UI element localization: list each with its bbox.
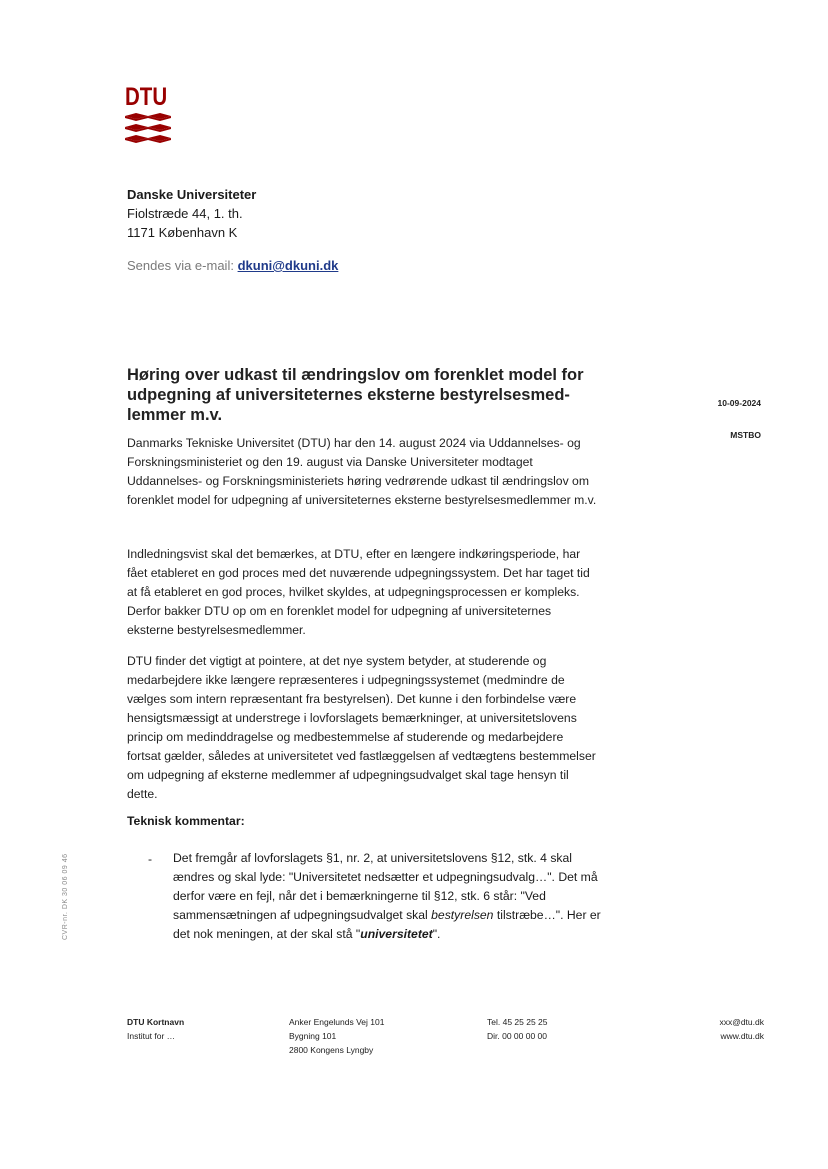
footer-contact (719, 1015, 764, 1043)
send-via-label: Sendes via e-mail: (127, 258, 234, 273)
footer-institute: Institut for … (127, 1031, 176, 1041)
footer-city: 2800 Kongens Lyngby (289, 1045, 374, 1055)
item-text-part2: tilstræbe…". Her er det nok meningen, at der skal stå " (173, 908, 601, 941)
dtu-wave-mark-icon (125, 113, 171, 147)
footer-phones (487, 1015, 548, 1043)
paragraph-support: Indledningsvist skal det bemærkes, at DTU, efter en længere indkøringsperiode, har fået etableret en god proces med det nuværende udpegningssystem. Det har taget tid at få etableret en god proces, hvilket skyldes, at udpegningsprocessen er kompleks. Derfor bakker DTU op om en forenklet model for udpegning af universiteternes eksterne bestyrelsesmedlemmer. (127, 547, 590, 637)
footer-building: Bygning 101 (289, 1031, 337, 1041)
recipient-address (127, 185, 256, 242)
cvr-number: CVR-nr. DK 30 06 09 46 (62, 853, 69, 940)
footer-web[interactable]: www.dtu.dk (720, 1031, 764, 1041)
send-via-line (127, 258, 338, 273)
document-date: 10-09-2024 (717, 398, 761, 408)
item-emphasis-bestyrelsen: bestyrelsen (431, 908, 494, 922)
footer-phone: Tel. 45 25 25 25 (487, 1017, 548, 1027)
footer-street: Anker Engelunds Vej 101 (289, 1017, 385, 1027)
item-emphasis-universitetet: universitetet (360, 927, 433, 941)
recipient-organization: Danske Universiteter (127, 187, 257, 202)
paragraph-intro: Danmarks Tekniske Universitet (DTU) har den 14. august 2024 via Uddannelses- og Forskningsministeriet og den 19. august via Danske Universiteter modtaget Uddannelses- og Forskningsministeriets høring vedrørende udkast til ændringslov om forenklet model for udpegning af universiteternes eksterne bestyrelsesmedlemmer m.v. (127, 436, 597, 507)
logo-text: DTU (125, 83, 168, 111)
recipient-street: Fiolstræde 44, 1. th. (127, 206, 243, 221)
item-text-part1: Det fremgår af lovforslagets §1, nr. 2, at universitetslovens §12, stk. 4 skal ændres og skal lyde: "Universitetet nedsætter et udpegningsudvalg…". Det må derfor være en fejl, når det i bemærkningerne til §12, stk. 6 står: "Ved sammensætningen af udpegningsudvalget skal (173, 851, 598, 922)
paragraph-representation: DTU finder det vigtigt at pointere, at det nye system betyder, at studerende og medarbejdere ikke længere repræsenteres i udpegningssystemet (medmindre de vælges som intern repræsentant fra bestyrelsen). Det kunne i den forbindelse være hensigtsmæssigt at understrege i lovforslagets bemærkninger, at universitetslovens princip om medinddragelse og medbestemmelse af studerende og medarbejdere fortsat gælder, således at universitetet ved fastlæggelsen af vedtægtens bestemmelser om udpegning af eksterne medlemmer af udpegningsudvalget skal tage hensyn til dette. (127, 654, 596, 801)
footer-name: DTU Kortnavn (127, 1017, 185, 1027)
dtu-logo (125, 84, 171, 147)
footer-sender (127, 1015, 184, 1043)
footer-direct-phone: Dir. 00 00 00 00 (487, 1031, 548, 1041)
technical-comment-item (173, 849, 603, 944)
document-reference: MSTBO (730, 430, 761, 440)
footer-address (289, 1015, 384, 1057)
recipient-email-link[interactable]: dkuni@dkuni.dk (237, 258, 339, 273)
footer-email[interactable]: xxx@dtu.dk (719, 1017, 764, 1027)
bullet-dash: - (148, 852, 153, 866)
recipient-city: 1171 København K (127, 225, 238, 240)
document-title: Høring over udkast til ændringslov om forenklet model for udpegning af universiteternes eksterne bestyrelsesmed-lemmer m.v. (127, 366, 584, 424)
item-text-part3: ". (432, 927, 441, 941)
technical-comment-heading: Teknisk kommentar: (127, 814, 245, 828)
